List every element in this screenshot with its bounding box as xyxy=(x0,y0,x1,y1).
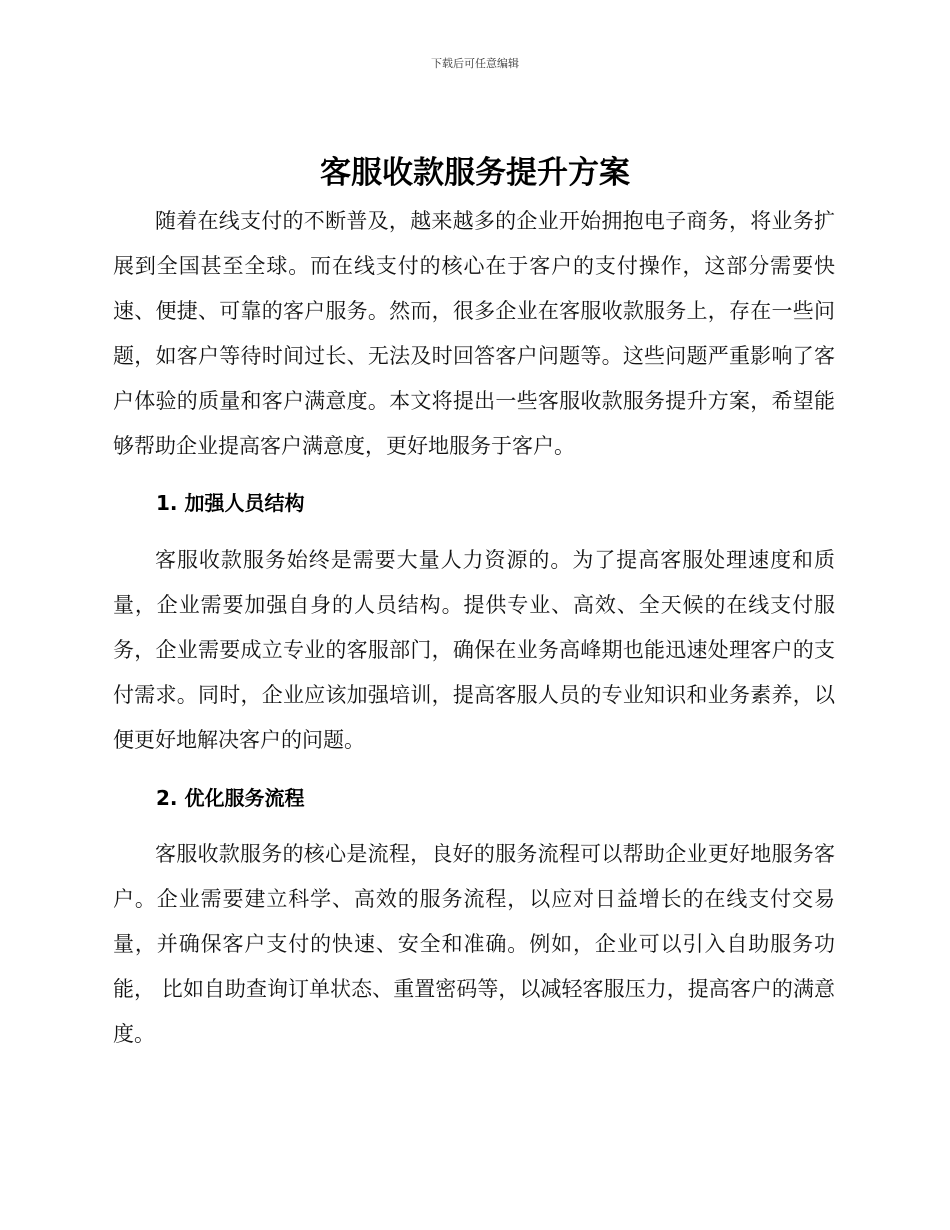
section-heading-process: 2. 优化服务流程 xyxy=(156,786,305,810)
intro-paragraph: 随着在线支付的不断普及，越来越多的企业开始拥抱电子商务，将业务扩展到全国甚至全球。而在线支付的核心在于客户的支付操作，这部分需要快速、便捷、可靠的客户服务。然而，很多企业在客服收款服务上，存在一些问题，如客户等待时间过长、无法及时回答客户问题等。这些问题严重影响了客户体验的质量和客户满意度。本文将提出一些客服收款服务提升方案，希望能够帮助企业提高客户满意度，更好地服务于客户。 xyxy=(113,209,835,458)
section-body-staffing: 客服收款服务始终是需要大量人力资源的。为了提高客服处理速度和质量，企业需要加强自身的人员结构。提供专业、高效、全天候的在线支付服务，企业需要成立专业的客服部门，确保在业务高峰期也能迅速处理客户的支付需求。同时，企业应该加强培训，提高客服人员的专业知识和业务素养，以便更好地解决客户的问题。 xyxy=(113,548,835,752)
section-heading-staffing: 1. 加强人员结构 xyxy=(156,491,305,515)
section-body-process: 客服收款服务的核心是流程，良好的服务流程可以帮助企业更好地服务客户。企业需要建立科学、高效的服务流程，以应对日益增长的在线支付交易量，并确保客户支付的快速、安全和准确。例如，企业可以引入自助服务功能， 比如自助查询订单状态、重置密码等，以减轻客服压力，提高客户的满意度。 xyxy=(113,842,835,1046)
page-header-note: 下载后可任意编辑 xyxy=(431,57,519,70)
document-title: 客服收款服务提升方案 xyxy=(320,155,630,191)
